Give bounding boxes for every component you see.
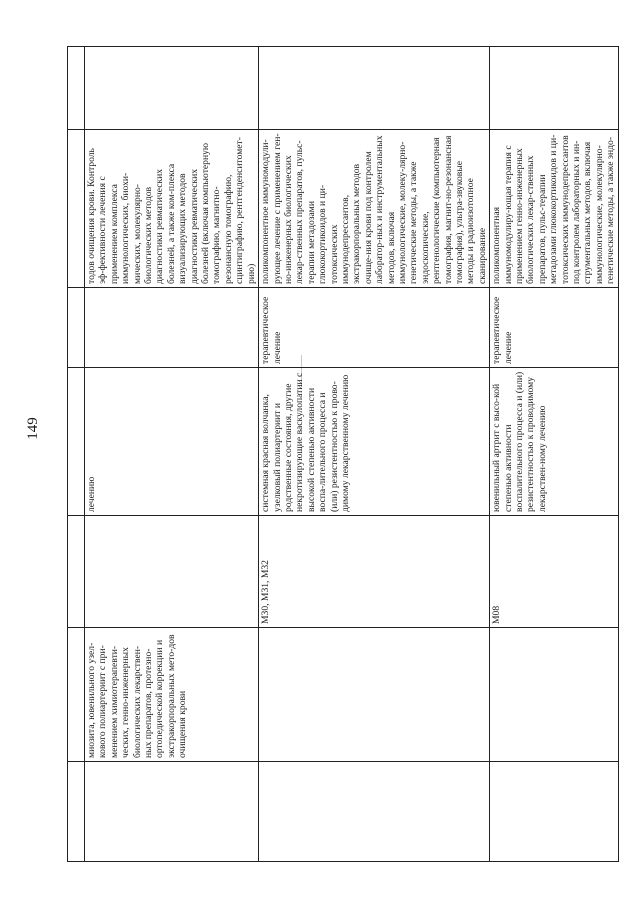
code-cell: M08 (490, 516, 618, 628)
method-cell: тодов очищения крови. Контроль эф-фективности лечения с применением комплекса иммунологических, биохи-мических, молекулярно-биологических методов диагностики ревматических болезней, а также ком-плекса визуализирующих методов диагностики ревматических болезней (включая компьютерную томографию, магнитно-резонансную томографию, сцинтиграфию, рентгенденситомет-рию) (85, 130, 259, 288)
cell (490, 47, 618, 130)
cell (68, 288, 85, 368)
cell (68, 368, 85, 516)
cell (85, 762, 259, 862)
table-row (259, 47, 490, 862)
method-cell: поликомпонентная иммуномодулиру-ющая терапия с применением генно-инженерных биологических лекар-ственных препаратов, пульс-терапии метадозами глюкокортикоидов и ци-тотоксических иммунодепрессантов под контролем лабораторных и ин-струментальных методов, включая иммунологические, молекулярно-генетические методы, а также эндо- (490, 130, 618, 288)
table-row (68, 47, 85, 862)
code-cell (85, 516, 259, 628)
model-cell: системная красная волчанка, узелковый полиартериит и родственные состояния, другие некротизирующие васкулопатии с высокой степенью активности воспа-лительного процесса и (или) резистентностью к прово-димому лекарственному лечению (259, 368, 490, 516)
treatment-type-cell: терапевтическое лечение (259, 288, 490, 368)
cell (68, 47, 85, 130)
table-row (85, 47, 259, 862)
rotated-table-container (67, 47, 617, 862)
cell (490, 762, 618, 862)
cell (85, 47, 259, 130)
table-row (490, 47, 618, 862)
diagnosis-cell (490, 628, 618, 762)
cell (68, 130, 85, 288)
diagnosis-cell (259, 628, 490, 762)
cell (259, 47, 490, 130)
model-cell: лечению (85, 368, 259, 516)
treatment-type-cell (85, 288, 259, 368)
method-cell: поликомпонентное иммуномодули-рующее лечение с применением ген-но-инженерных биологических лекар-ственных препаратов, пульс-терапии метадозами глюкокортикоидов и ци-тотоксических иммунодепрессантов, экстракорпоральных методов очище-ния крови под контролем лаборатор-ных и инструментальных методов, включая иммунологические, молеку-лярно-генетические методы, а также эндоскопические, рентгенологические (компьютерная томография, магнит-но-резонансная томография), ультра-звуковые методы и радиоизотопное сканирование (259, 130, 490, 288)
code-cell: M30, M31, M32 (259, 516, 490, 628)
diagnosis-cell: миозита, ювенильного узел-кового полиартериит с при-менением химиотерапевти-ческих, генно-инженерных биологических лекарствен-ных препаратов, протезно-ортопедической коррекции и экстракорпоральных мето-дов очищения крови (85, 628, 259, 762)
cell (68, 516, 85, 628)
cell (259, 762, 490, 862)
model-cell: ювенильный артрит с высо-кой степенью активности воспалительного процесса и (или) резистентностью к проводимому лекарствен-ному лечению (490, 368, 618, 516)
procedures-table (67, 46, 619, 862)
page-number: 149 (24, 417, 41, 440)
treatment-type-cell: терапевтическое лечение (490, 288, 618, 368)
cell (68, 762, 85, 862)
cell (68, 628, 85, 762)
